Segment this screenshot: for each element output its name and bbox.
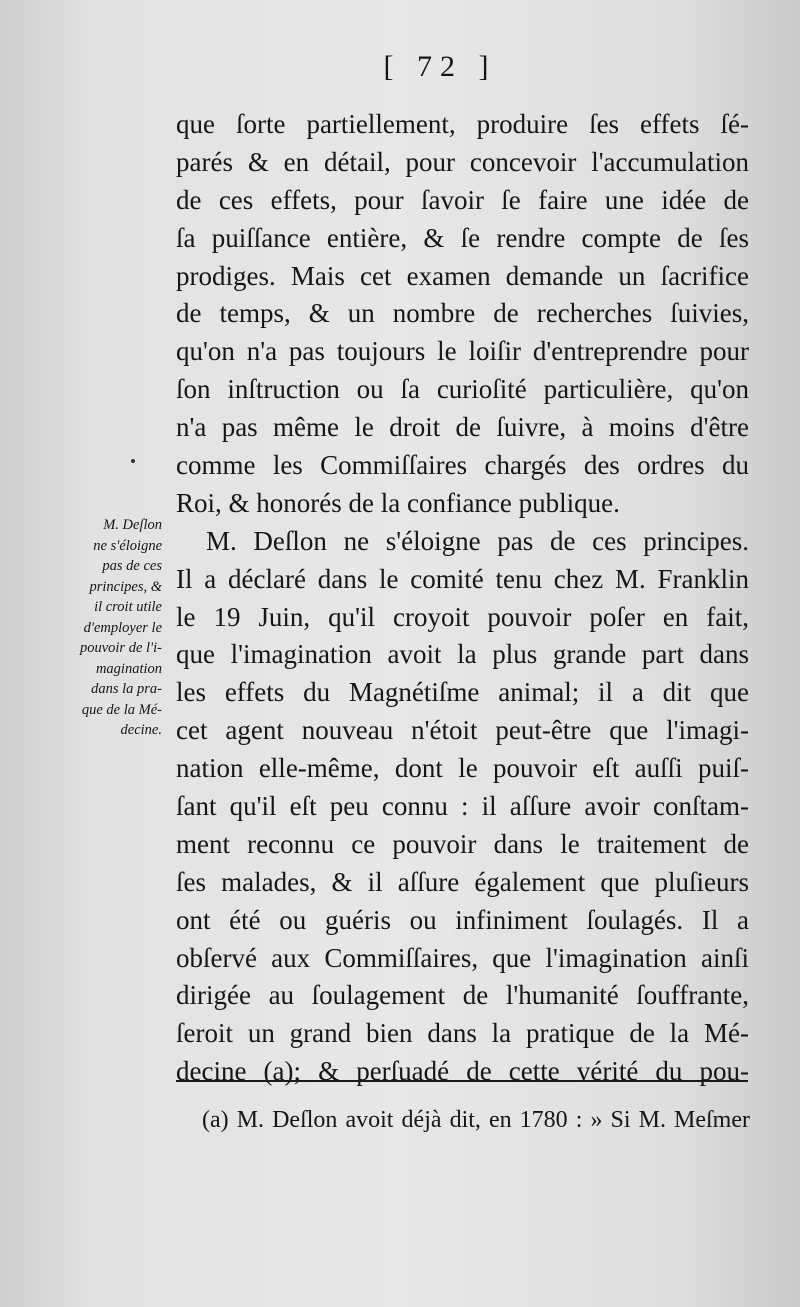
- text-line: ſeroit un grand bien dans la pratique de la Mé-: [176, 1018, 749, 1049]
- footnote: (a) M. Deſlon avoit déjà dit, en 1780 : » Si M. Meſmer: [202, 1107, 750, 1133]
- text-line: cet agent nouveau n'étoit peut-être que l'imagi-: [176, 715, 749, 746]
- margin-note-line: pas de ces: [102, 558, 162, 574]
- text-line: que ſorte partiellement, produire ſes effets ſé-: [176, 109, 749, 139]
- ink-speck: [131, 459, 135, 463]
- text-line: ont été ou guéris ou infiniment ſoulagés. Il a: [176, 904, 749, 935]
- main-text: [176, 106, 749, 1091]
- text-line: parés & en détail, pour concevoir l'accumulation: [176, 146, 749, 177]
- margin-note-line: M. Deſlon: [103, 517, 162, 533]
- text-line: ſa puiſſance entière, & ſe rendre compte de ſes: [176, 222, 749, 253]
- text-line: ſon inſtruction ou ſa curioſité particulière, qu'on: [176, 374, 749, 405]
- text-line: ſant qu'il eſt peu connu : il aſſure avoir conſtam-: [176, 791, 749, 822]
- text-line: que l'imagination avoit la plus grande part dans: [176, 639, 749, 670]
- margin-note-line: il croit utile: [94, 599, 162, 615]
- margin-note-line: principes, &: [89, 578, 162, 595]
- text-line: nation elle-même, dont le pouvoir eſt auſſi puiſ-: [176, 753, 749, 784]
- text-line: n'a pas même le droit de ſuivre, à moins d'être: [176, 412, 749, 443]
- margin-note-line: ne s'éloigne: [93, 537, 162, 554]
- text-line: comme les Commiſſaires chargés des ordres du: [176, 450, 749, 481]
- text-line: les effets du Magnétiſme animal; il a dit que: [176, 677, 749, 708]
- text-line: ſes malades, & il aſſure également que pluſieurs: [176, 866, 749, 897]
- margin-note-line: decine.: [120, 722, 162, 738]
- text-line: obſervé aux Commiſſaires, que l'imagination ainſi: [176, 942, 749, 973]
- footnote-rule: [176, 1080, 748, 1082]
- text-line: M. Deſlon ne s'éloigne pas de ces principes.: [206, 525, 749, 556]
- page-number: [ 72 ]: [383, 50, 497, 83]
- text-line: qu'on n'a pas toujours le loiſir d'entreprendre pour: [176, 336, 749, 367]
- margin-note: [52, 515, 162, 741]
- text-line: ment reconnu ce pouvoir dans le traitement de: [176, 828, 749, 859]
- margin-note-line: que de la Mé-: [81, 701, 162, 718]
- margin-note-line: magination: [95, 660, 162, 677]
- text-line: decine (a); & perſuadé de cette vérité du pou-: [176, 1056, 749, 1087]
- margin-note-line: d'employer le: [83, 619, 162, 636]
- text-line: Roi, & honorés de la confiance publique.: [176, 487, 620, 518]
- text-line: le 19 Juin, qu'il croyoit pouvoir poſer en fait,: [176, 601, 749, 632]
- margin-note-line: dans la pra-: [91, 681, 162, 697]
- text-line: Il a déclaré dans le comité tenu chez M. Franklin: [176, 563, 749, 594]
- margin-note-line: pouvoir de l'i-: [79, 640, 162, 656]
- text-line: de temps, & un nombre de recherches ſuivies,: [176, 298, 749, 329]
- text-line: prodiges. Mais cet examen demande un ſacrifice: [176, 260, 749, 291]
- text-line: de ces effets, pour ſavoir ſe faire une idée de: [176, 184, 749, 215]
- text-line: dirigée au ſoulagement de l'humanité ſouffrante,: [176, 980, 749, 1011]
